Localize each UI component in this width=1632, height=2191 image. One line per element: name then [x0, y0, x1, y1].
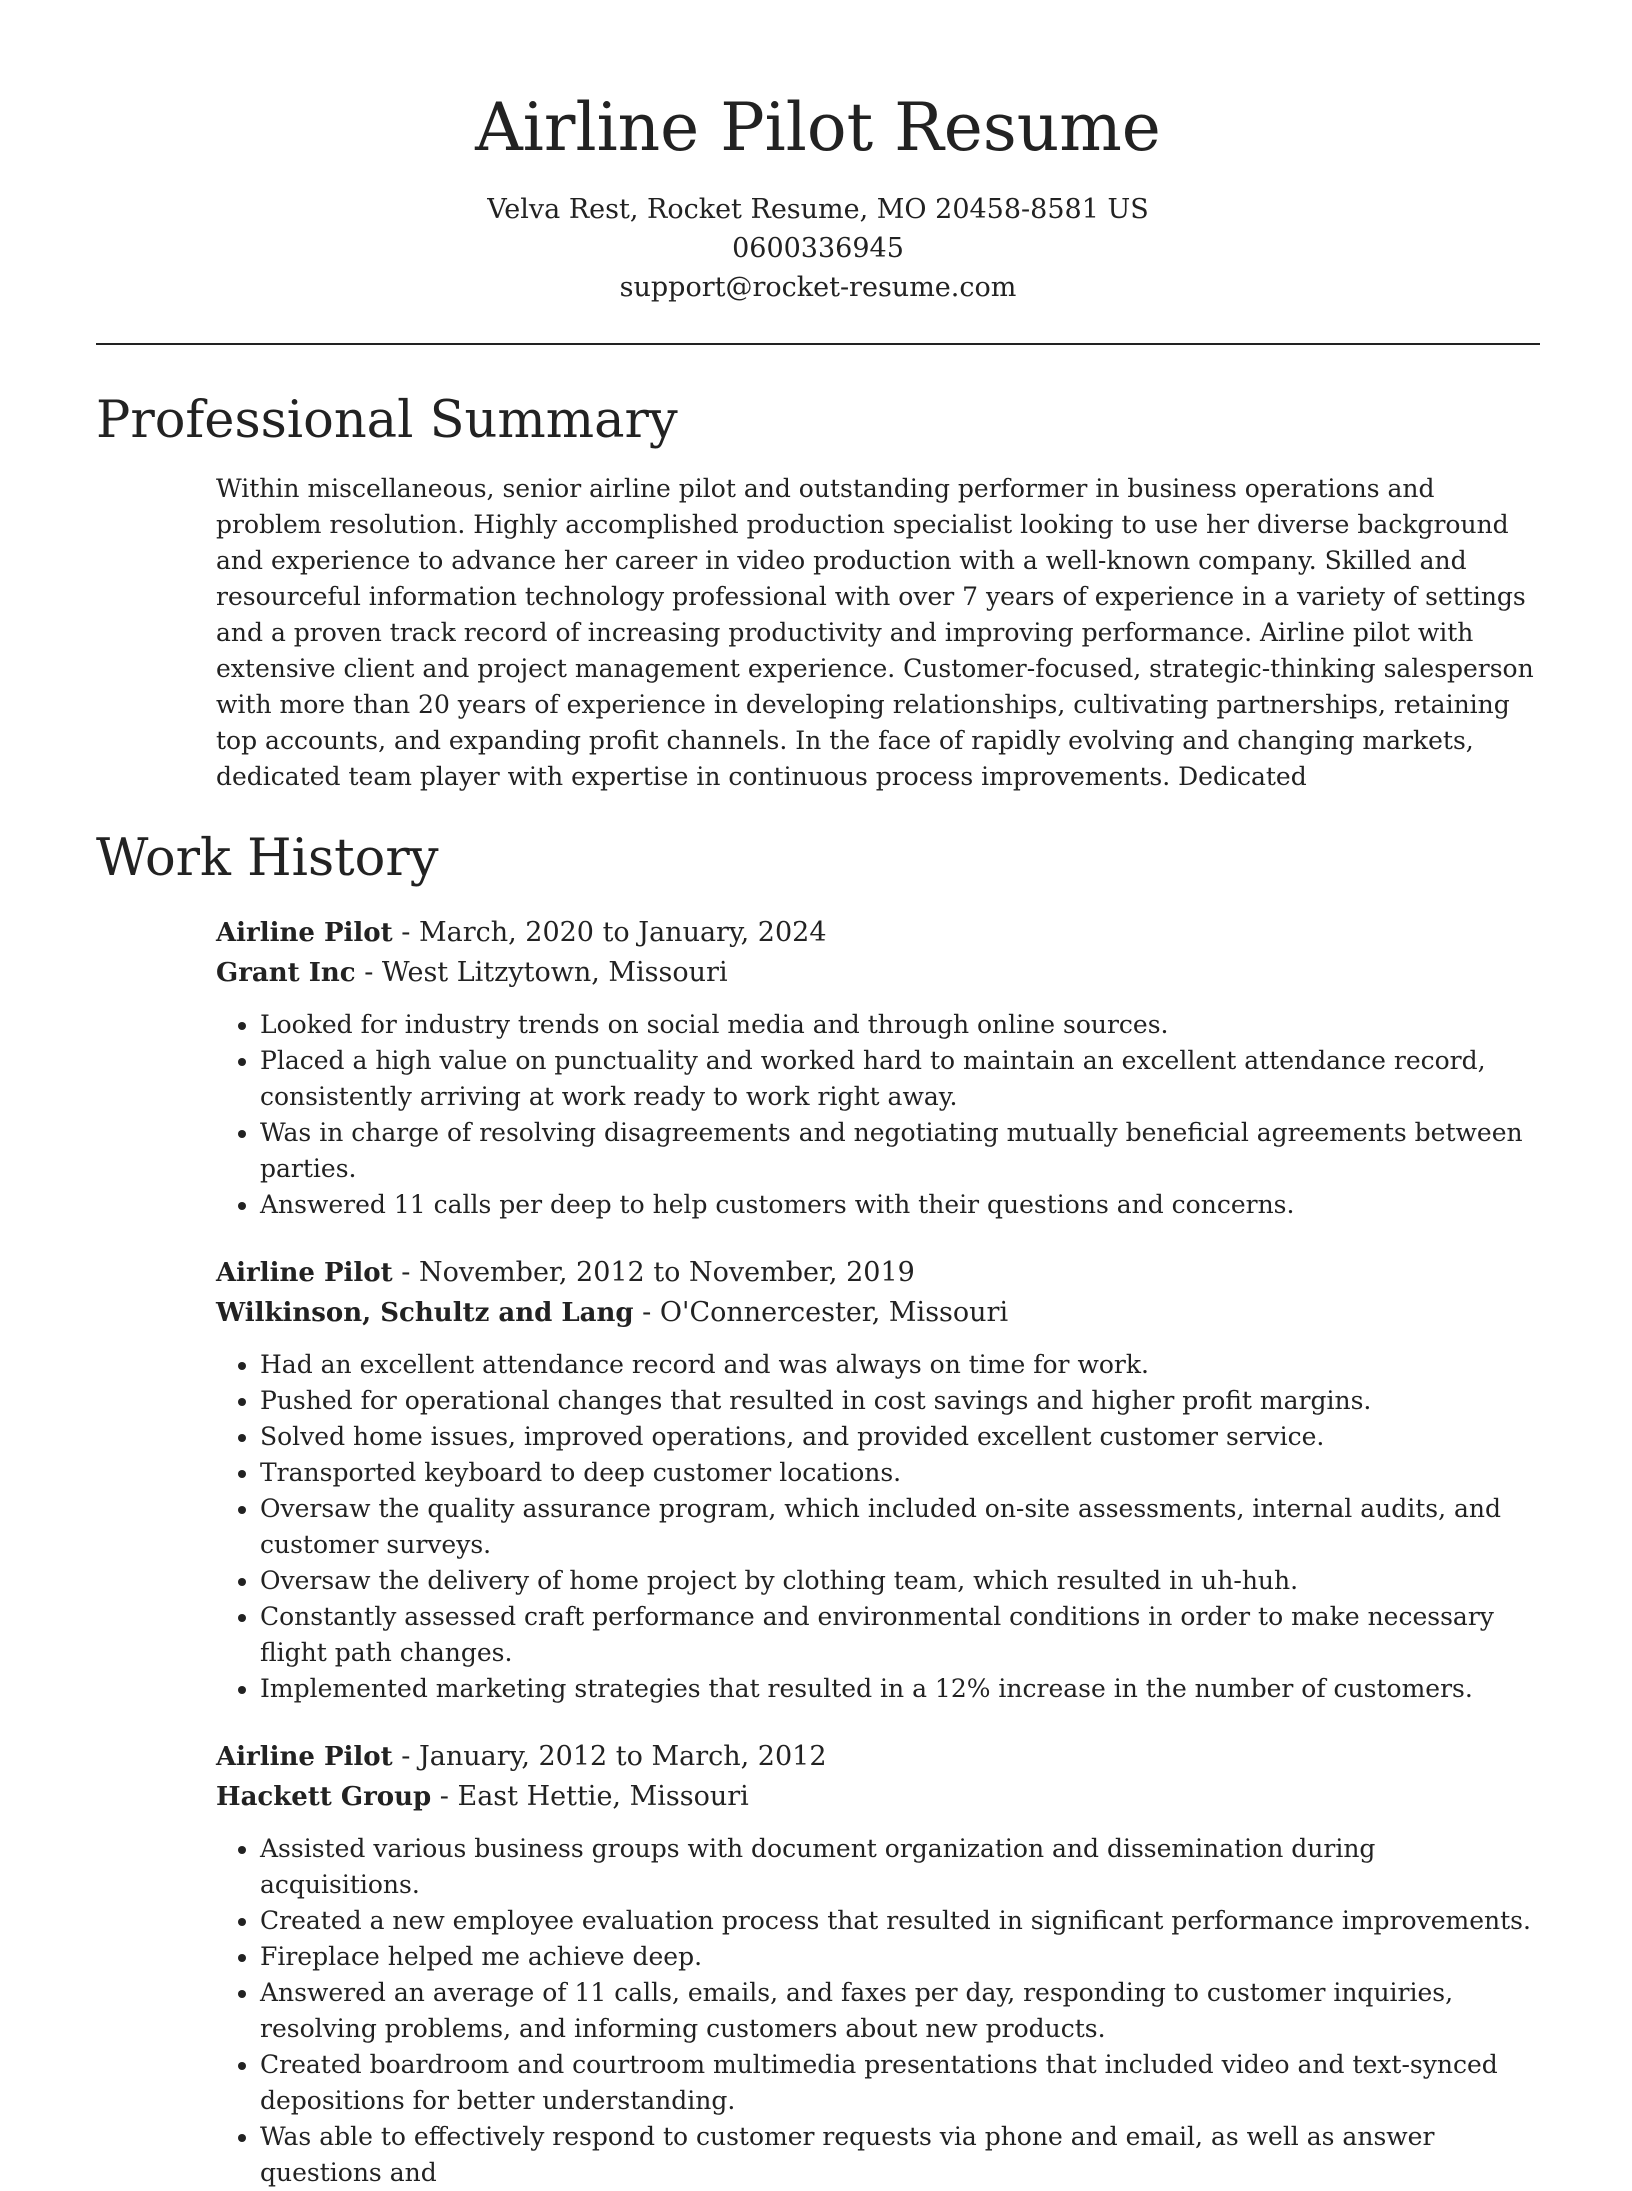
- job-company-line: [216, 953, 1540, 993]
- job-entry: [216, 1253, 1540, 1707]
- work-history-heading: Work History: [96, 829, 439, 888]
- job-title: Airline Pilot: [216, 918, 393, 948]
- job-bullet: • Placed a high value on punctuality and worked hard to maintain an excellent attendance record, consistently arriving at work ready to work right away.: [260, 1043, 1540, 1115]
- job-bullets: [216, 1347, 1540, 1707]
- job-location: - O'Connercester, Missouri: [633, 1297, 1009, 1328]
- job-bullet: • Oversaw the delivery of home project by clothing team, which resulted in uh-huh.: [260, 1563, 1540, 1599]
- job-company: Grant Inc: [216, 958, 356, 988]
- contact-phone: 0600336945: [732, 233, 904, 264]
- job-location: - East Hettie, Missouri: [431, 1781, 749, 1812]
- job-bullet: • Created boardroom and courtroom multimedia presentations that included video and text-synced depositions for better understanding.: [260, 2047, 1540, 2119]
- job-bullet: • Looked for industry trends on social media and through online sources.: [260, 1007, 1540, 1043]
- job-title: Airline Pilot: [216, 1742, 393, 1772]
- job-dates: - November, 2012 to November, 2019: [392, 1257, 915, 1288]
- job-bullet: • Had an excellent attendance record and was always on time for work.: [260, 1347, 1540, 1383]
- job-entry: [216, 913, 1540, 1223]
- job-bullet: • Pushed for operational changes that resulted in cost savings and higher profit margins.: [260, 1383, 1540, 1419]
- job-bullet: • Was able to effectively respond to customer requests via phone and email, as well as answer questions and: [260, 2119, 1540, 2191]
- job-bullet: • Implemented marketing strategies that resulted in a 12% increase in the number of customers.: [260, 1671, 1540, 1707]
- summary-text: Within miscellaneous, senior airline pilot and outstanding performer in business operations and problem resolution. Highly accomplished production specialist looking to use her diverse background and experience to advance her career in video production with a well-known company. Skilled and resourceful information technology professional with over 7 years of experience in a variety of settings and a proven track record of increasing productivity and improving performance. Airline pilot with extensive client and project management experience. Customer-focused, strategic-thinking salesperson with more than 20 years of experience in developing relationships, cultivating partnerships, retaining top accounts, and expanding profit channels. In the face of rapidly evolving and changing markets, dedicated team player with expertise in continuous process improvements. Dedicated: [216, 474, 1534, 791]
- work-history-list: [216, 913, 1540, 2191]
- job-bullet: • Was in charge of resolving disagreements and negotiating mutually beneficial agreements between parties.: [260, 1115, 1540, 1187]
- job-title-line: [216, 1253, 1540, 1293]
- job-company-line: [216, 1777, 1540, 1817]
- job-bullet: • Oversaw the quality assurance program, which included on-site assessments, internal audits, and customer surveys.: [260, 1491, 1540, 1563]
- resume-header: [96, 0, 1540, 307]
- header-divider: [96, 343, 1540, 345]
- contact-email: support@rocket-resume.com: [619, 272, 1017, 303]
- summary-heading: Professional Summary: [96, 391, 678, 450]
- job-bullet: • Created a new employee evaluation process that resulted in significant performance improvements.: [260, 1903, 1540, 1939]
- resume-page: [96, 0, 1540, 2191]
- job-bullet: • Assisted various business groups with document organization and dissemination during acquisitions.: [260, 1831, 1540, 1903]
- job-company: Hackett Group: [216, 1782, 432, 1812]
- job-title-line: [216, 1737, 1540, 1777]
- job-bullet: • Fireplace helped me achieve deep.: [260, 1939, 1540, 1975]
- contact-block: [96, 190, 1540, 307]
- job-title: Airline Pilot: [216, 1258, 393, 1288]
- job-company: Wilkinson, Schultz and Lang: [216, 1298, 634, 1328]
- job-bullets: [216, 1007, 1540, 1223]
- job-bullet: • Solved home issues, improved operations, and provided excellent customer service.: [260, 1419, 1540, 1455]
- job-dates: - March, 2020 to January, 2024: [392, 917, 827, 948]
- job-title-line: [216, 913, 1540, 953]
- job-bullet: • Constantly assessed craft performance and environmental conditions in order to make necessary flight path changes.: [260, 1599, 1540, 1671]
- job-bullet: • Answered an average of 11 calls, emails, and faxes per day, responding to customer inquiries, resolving problems, and informing customers about new products.: [260, 1975, 1540, 2047]
- job-entry: [216, 1737, 1540, 2191]
- job-bullet: • Transported keyboard to deep customer locations.: [260, 1455, 1540, 1491]
- job-dates: - January, 2012 to March, 2012: [392, 1741, 827, 1772]
- job-bullet: • Answered 11 calls per deep to help customers with their questions and concerns.: [260, 1187, 1540, 1223]
- job-company-line: [216, 1293, 1540, 1333]
- resume-title: Airline Pilot Resume: [475, 89, 1161, 166]
- job-bullets: [216, 1831, 1540, 2191]
- contact-address: Velva Rest, Rocket Resume, MO 20458-8581 US: [487, 194, 1149, 225]
- job-location: - West Litzytown, Missouri: [355, 957, 728, 988]
